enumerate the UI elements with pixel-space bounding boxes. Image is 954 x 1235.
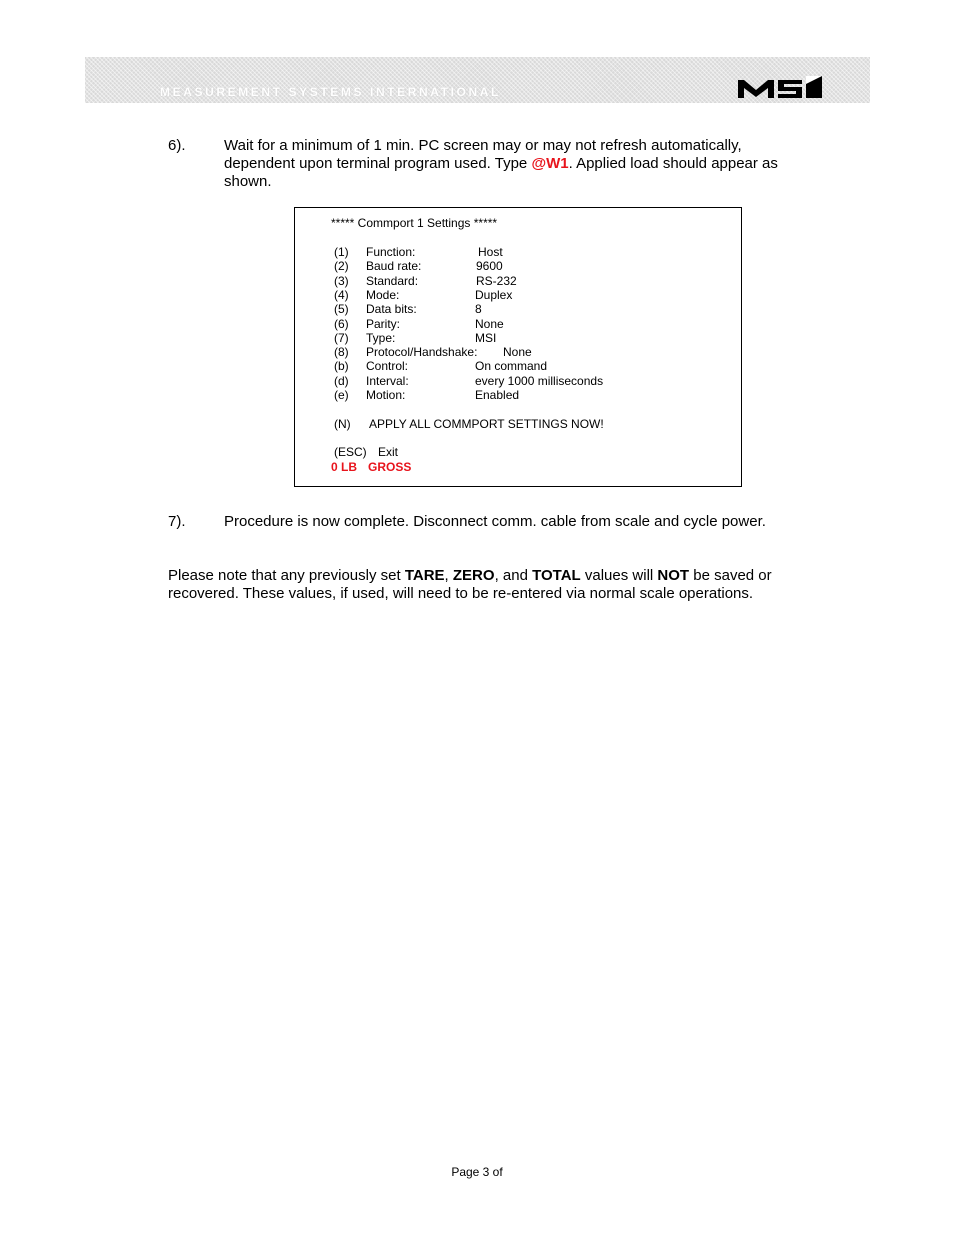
step-7-number: 7).	[168, 513, 186, 530]
page-number: Page 3 of	[451, 1165, 503, 1179]
setting-label: Control:	[366, 359, 409, 374]
setting-key: (8)	[334, 345, 349, 360]
setting-label: Data bits:	[366, 302, 417, 317]
exit-label: Exit	[378, 445, 399, 459]
setting-value: MSI	[475, 330, 497, 345]
setting-value: RS-232	[476, 273, 517, 288]
setting-key: (d)	[334, 373, 349, 388]
exit-key: (ESC)	[334, 445, 367, 459]
step-7-text: Procedure is now complete. Disconnect comm. cable from scale and cycle power.	[224, 513, 766, 530]
setting-label: Interval:	[366, 373, 409, 388]
note-paragraph: Please note that any previously set TARE, ZERO, and TOTAL values will NOT be saved or recovered. These values, if used, will need to be re-entered via normal scale operations.	[168, 567, 772, 602]
setting-value: On command	[475, 359, 548, 374]
setting-key: (2)	[334, 259, 349, 274]
step-6-line-1: Wait for a minimum of 1 min. PC screen may or may not refresh automatically,	[224, 137, 742, 154]
msi-logo	[738, 74, 824, 98]
setting-value: every 1000 milliseconds	[475, 373, 604, 388]
setting-label: Parity:	[366, 316, 401, 331]
setting-key: (7)	[334, 330, 349, 345]
apply-label: APPLY ALL COMMPORT SETTINGS NOW!	[369, 417, 604, 431]
setting-label: Function:	[366, 245, 416, 259]
step-6-number: 6).	[168, 137, 186, 154]
note-total: TOTAL	[532, 567, 581, 584]
setting-label: Mode:	[366, 287, 400, 302]
command-w1: @W1	[531, 155, 569, 172]
setting-label: Standard:	[366, 273, 419, 288]
setting-key: (5)	[334, 302, 349, 317]
terminal-title: ***** Commport 1 Settings *****	[331, 216, 498, 230]
setting-key: (e)	[334, 388, 349, 402]
setting-key: (4)	[334, 287, 349, 302]
setting-value: 8	[475, 302, 482, 317]
setting-key: (b)	[334, 359, 349, 374]
setting-value: Enabled	[475, 388, 520, 402]
note-not: NOT	[657, 567, 690, 584]
setting-key: (6)	[334, 316, 349, 331]
setting-value: None	[475, 316, 504, 331]
apply-key: (N)	[334, 417, 351, 431]
step-6-line-2: dependent upon terminal program used. Type @W1. Applied load should appear as	[224, 155, 778, 172]
company-name: MEASUREMENT SYSTEMS INTERNATIONAL	[160, 85, 501, 99]
setting-label: Motion:	[366, 388, 406, 402]
setting-value: Host	[478, 245, 503, 259]
reading-weight: 0 LB	[331, 460, 358, 474]
reading-mode: GROSS	[368, 460, 412, 474]
setting-value: None	[503, 345, 532, 360]
step-6-line-3: shown.	[224, 173, 272, 190]
setting-value: 9600	[476, 259, 503, 274]
note-tare: TARE	[404, 567, 445, 584]
setting-key: (3)	[334, 273, 349, 288]
setting-label: Protocol/Handshake:	[366, 345, 478, 360]
note-zero: ZERO	[452, 567, 495, 584]
setting-label: Baud rate:	[366, 259, 422, 274]
setting-key: (1)	[334, 245, 349, 259]
setting-label: Type:	[366, 330, 396, 345]
setting-value: Duplex	[475, 287, 513, 302]
